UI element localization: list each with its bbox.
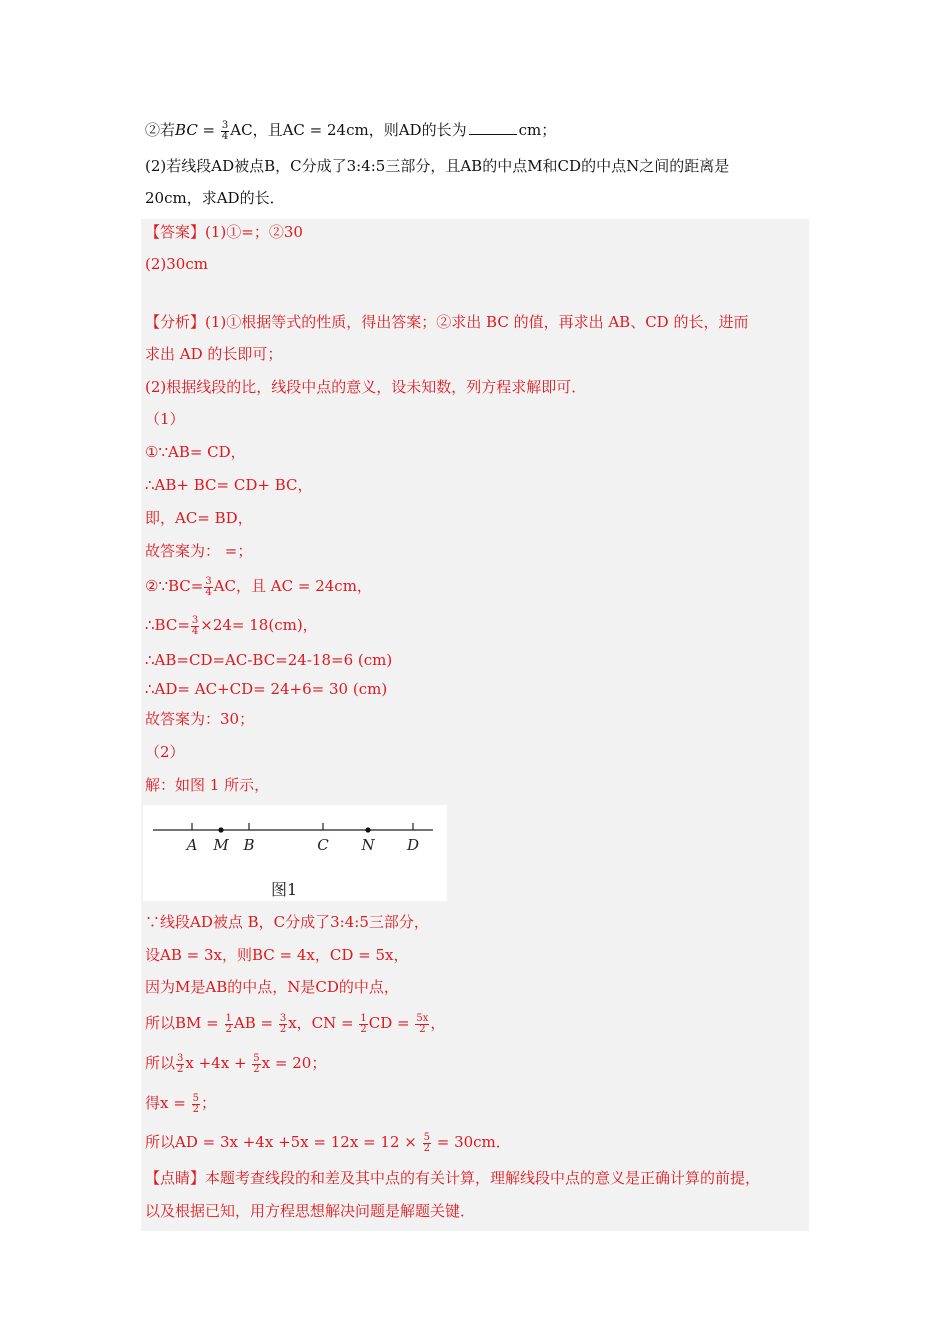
fraction — [423, 1133, 431, 1154]
solution-step — [145, 576, 372, 598]
solution-step — [145, 1053, 326, 1075]
step-text: x +4x + — [185, 1054, 252, 1072]
solution-step: 故答案为： =； — [145, 542, 253, 560]
denominator: 4 — [191, 625, 199, 637]
step-text: 所以 — [145, 1054, 176, 1072]
question-line-3: 20cm，求AD的长． — [145, 189, 285, 207]
denominator: 4 — [205, 586, 212, 598]
question-text: ②若 — [145, 121, 176, 139]
figure-caption: 图1 — [271, 880, 298, 899]
step-text: AC，且 AC = 24cm， — [213, 577, 372, 595]
fraction — [221, 121, 229, 142]
solution-step: （1） — [145, 410, 185, 428]
fraction — [415, 1014, 429, 1035]
fraction — [252, 1054, 260, 1075]
math-expression: BC = — [175, 121, 220, 139]
step-text: ×24= 18(cm)， — [200, 616, 318, 634]
step-text: 所以AD = 3x +4x +5x = 12x = 12 × — [145, 1133, 422, 1151]
analysis-line-1: 【分析】(1)①根据等式的性质，得出答案；②求出 BC 的值，再求出 AB、CD 的长，进而 — [145, 313, 749, 331]
denominator: 2 — [253, 1063, 260, 1075]
denominator: 2 — [423, 1142, 430, 1154]
numerator: 3 — [205, 575, 212, 587]
fraction — [359, 1014, 367, 1035]
step-text: ②∵BC= — [145, 577, 204, 595]
solution-step: 故答案为：30； — [145, 710, 255, 728]
step-text: CD = — [368, 1014, 415, 1032]
step-text: AB = — [233, 1014, 278, 1032]
solution-step: ∴AD= AC+CD= 24+6= 30 (cm) — [145, 680, 388, 698]
solution-step: ①∵AB= CD， — [145, 443, 246, 461]
analysis-line-3: (2)根据线段的比，线段中点的意义，设未知数，列方程求解即可． — [145, 378, 587, 396]
numerator: 5 — [423, 1131, 430, 1143]
numerator: 5 — [253, 1052, 260, 1064]
fraction — [225, 1014, 233, 1035]
label-A: A — [186, 836, 198, 854]
solution-step: 因为M是AB的中点，N是CD的中点， — [145, 978, 399, 996]
fraction — [192, 1094, 200, 1115]
numerator: 3 — [279, 1012, 287, 1024]
label-B: B — [243, 836, 255, 854]
denominator: 2 — [192, 1103, 199, 1115]
denominator: 2 — [360, 1023, 367, 1035]
numerator: 3 — [221, 119, 229, 131]
numerator: 1 — [360, 1012, 367, 1024]
solution-step: ∴AB=CD=AC-BC=24-18=6 (cm) — [145, 651, 393, 669]
question-text: cm； — [518, 121, 557, 139]
solution-step — [145, 615, 318, 637]
step-text: 所以BM = — [145, 1014, 224, 1032]
label-D: D — [406, 836, 420, 854]
label-M: M — [213, 836, 229, 854]
denominator: 2 — [225, 1023, 232, 1035]
step-text: ∴BC= — [145, 616, 190, 634]
denominator: 2 — [419, 1023, 426, 1035]
solution-step — [145, 1093, 216, 1115]
solution-step: 解：如图 1 所示， — [145, 776, 270, 794]
step-text: 得x = — [145, 1094, 191, 1112]
step-text: ， — [430, 1014, 446, 1032]
figure-1 — [143, 805, 447, 901]
point-M — [218, 827, 223, 832]
solution-step: 设AB = 3x，则BC = 4x，CD = 5x， — [145, 946, 409, 964]
denominator: 2 — [177, 1063, 184, 1075]
denominator: 4 — [221, 130, 229, 142]
solution-step: ∴AB+ BC= CD+ BC， — [145, 476, 313, 494]
label-N: N — [361, 836, 375, 854]
fraction — [204, 577, 212, 598]
numerator: 5x — [416, 1012, 429, 1024]
step-text: x，CN = — [288, 1014, 359, 1032]
denominator: 2 — [279, 1023, 287, 1035]
solution-step: （2） — [145, 743, 185, 761]
comment-line-2: 以及根据已知，用方程思想解决问题是解题关键． — [145, 1202, 476, 1220]
numerator: 5 — [192, 1092, 199, 1104]
fraction — [176, 1054, 184, 1075]
label-C: C — [317, 836, 329, 854]
answer-blank — [469, 120, 517, 135]
numerator: 3 — [177, 1052, 184, 1064]
answer-line-2: (2)30cm — [145, 255, 208, 273]
solution-step: 即，AC= BD， — [145, 509, 253, 527]
answer-line-1: 【答案】(1)①=；②30 — [145, 223, 303, 241]
question-line-1 — [145, 120, 556, 142]
fraction — [191, 616, 199, 637]
step-text: x = 20； — [261, 1054, 327, 1072]
fraction — [279, 1014, 287, 1035]
question-line-2: (2)若线段AD被点B，C分成了3:4:5三部分，且AB的中点M和CD的中点N之间的距离是 — [145, 157, 730, 175]
numerator: 1 — [225, 1012, 232, 1024]
numerator: 3 — [191, 614, 199, 626]
solution-step — [145, 1013, 445, 1035]
point-N — [365, 827, 370, 832]
solution-step — [145, 1132, 511, 1154]
comment-line-1: 【点睛】本题考查线段的和差及其中点的有关计算，理解线段中点的意义是正确计算的前提， — [145, 1169, 761, 1187]
step-text: = 30cm． — [431, 1133, 511, 1151]
analysis-line-2: 求出 AD 的长即可； — [145, 345, 283, 363]
solution-step: ∵线段AD被点 B，C分成了3:4:5三部分， — [145, 913, 429, 931]
number-line-diagram — [143, 805, 447, 875]
question-text: AC，且AC = 24cm，则AD的长为 — [230, 121, 467, 139]
step-text: ； — [200, 1094, 216, 1112]
